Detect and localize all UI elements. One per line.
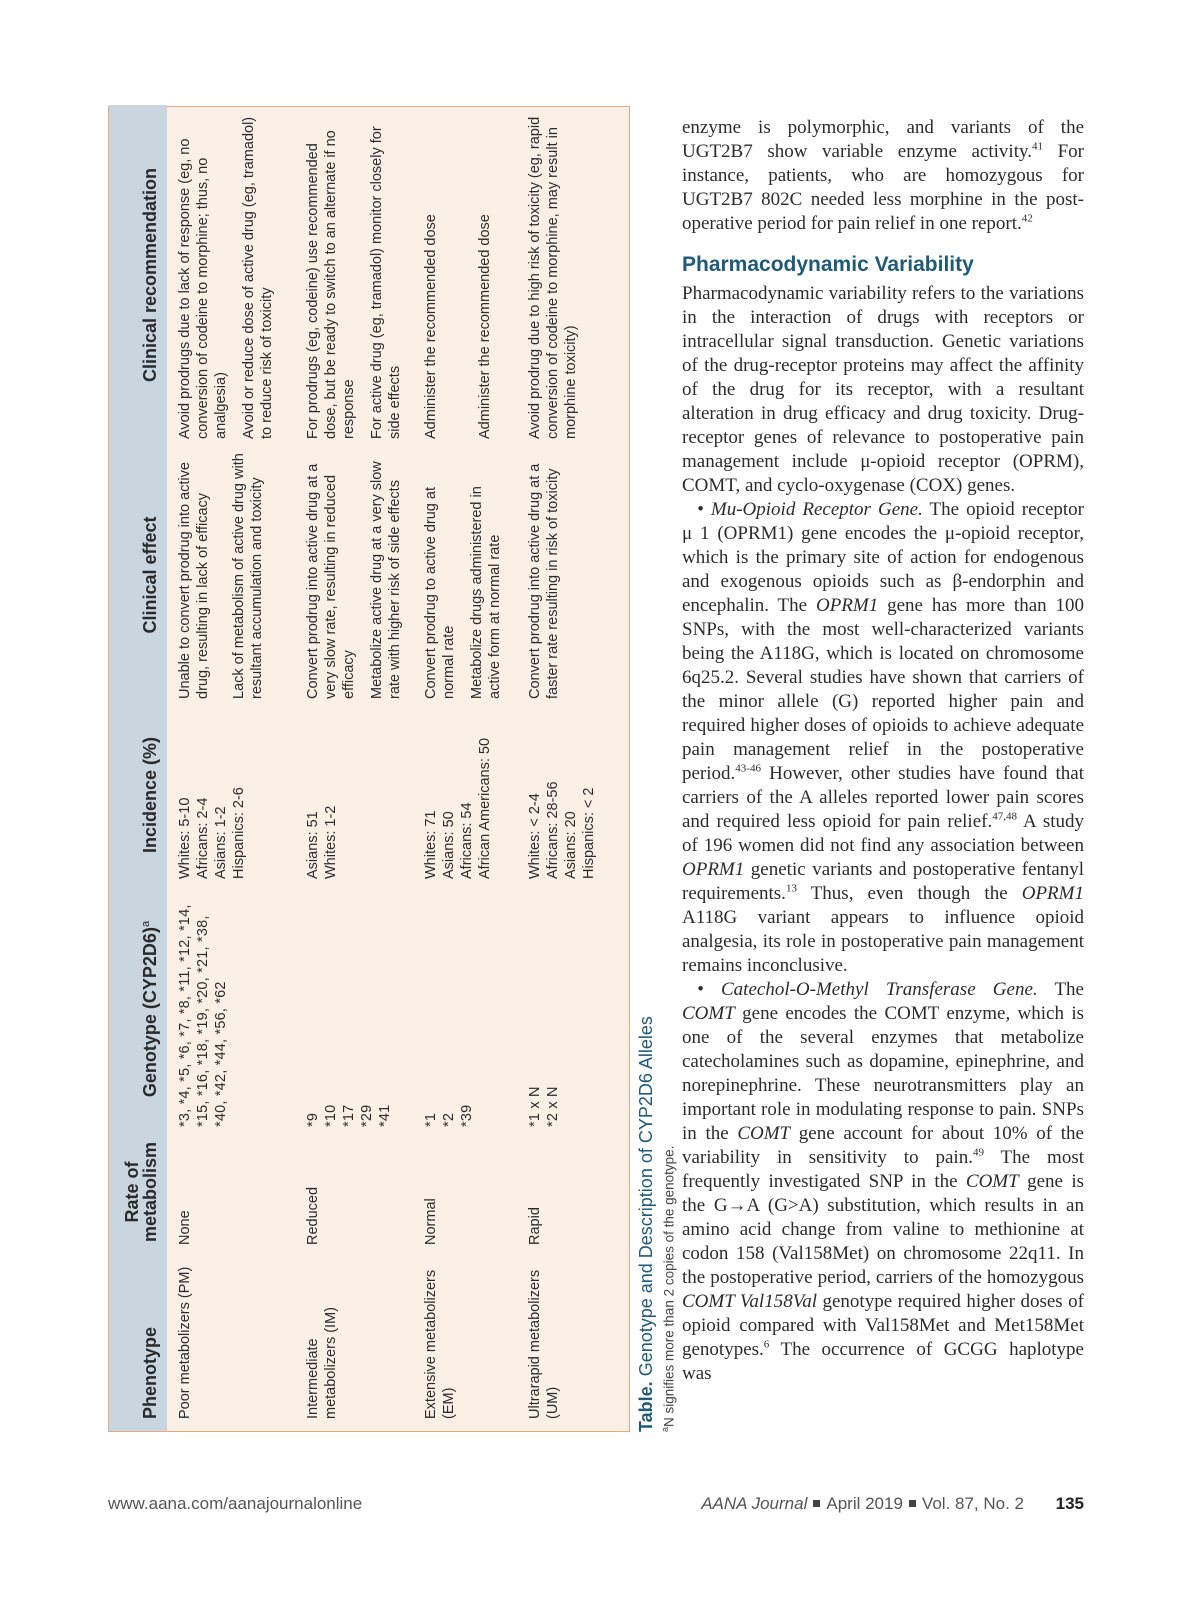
recommendation-cell — [517, 105, 627, 445]
incidence-line: Hispanics: < 2 — [581, 787, 597, 879]
recommendation-line: Avoid or reduce dose of active drug (eg, tramadol) to reduce risk of toxicity — [241, 116, 275, 439]
incidence-line: Whites: 1-2 — [323, 805, 339, 879]
bullet-paragraph: • Mu-Opioid Receptor Gene. The opioid receptor μ 1 (OPRM1) gene encodes the μ-opioid receptor, which is the primary site of action for endogenous and exogenous opioids such as β-endorphin and encephalin. The OPRM1 gene has more than 100 SNPs, with the most well-characterized variants being the A118G, which is located on chromosome 6q25.2. Several studies have shown that carriers of the minor allele (G) reported higher pain and required higher doses of opioids to achieve adequate pain management relief in the postoperative period.$^{43-46}$ However, other studies have found that carriers of the A alleles reported lower pain scores and required less opioid for pain relief.$^{47,48}$ A study of 196 women did not find any association between OPRM1 genetic variants and postoperative fentanyl requirements.$^{13}$ Thus, even though the OPRM1 A118G variant appears to influence opioid analgesia, its role in postoperative pain management remains inconclusive. — [682, 499, 1084, 976]
text: A study of 196 women did not find any association between — [682, 811, 1084, 856]
rate-cell: None — [177, 1210, 193, 1245]
text: A118G variant appears to influence opioid analgesia, its role in postoperative pain management remains inconclusive. — [682, 907, 1084, 976]
genotype-cell: *3, *4, *5, *6, *7, *8, *11, *12, *14, *15, *16, *18, *19, *20, *21, *38, *40, *42, *44, *56, *62 — [177, 904, 229, 1127]
effect-line: Metabolize drugs administered in active form at normal rate — [469, 486, 503, 699]
text: Thus, even though the — [796, 883, 1022, 904]
rate-cell: Reduced — [305, 1186, 321, 1245]
phenotype-cell: Intermediate metabolizers (IM) — [305, 1307, 339, 1419]
citation: 6 — [763, 1338, 770, 1351]
effect-cell — [295, 445, 413, 705]
effect-cell — [413, 445, 517, 705]
text: The most frequently investigated SNP in the — [682, 1147, 1084, 1192]
effect-line: Convert prodrug to active drug at normal rate — [423, 487, 457, 699]
citation: 13 — [785, 882, 797, 895]
recommendation-line: For prodrugs (eg, codeine) use recommended dose, but be ready to switch to an alternate if no response — [305, 130, 357, 439]
effect-line: Metabolize active drug at a very slow rate with higher risk of side effects — [369, 461, 403, 699]
effect-cell — [167, 445, 295, 705]
text: The occurrence of GCGG haplotype was — [682, 1339, 1084, 1384]
text: gene account for about 10% of the variability in sensitivity to pain. — [682, 1123, 1084, 1168]
text: The — [1037, 979, 1084, 1000]
incidence-line: Asians: 20 — [563, 811, 579, 879]
incidence-line: Asians: 51 — [305, 811, 321, 879]
gene-name: OPRM1 — [1021, 883, 1084, 904]
section-heading: Pharmacodynamic Variability — [682, 253, 974, 276]
text: For instance, patients, who are homozygous for UGT2B7 802C needed less morphine in the post-operative period for pain relief in one report. — [682, 141, 1084, 234]
paragraph — [682, 116, 1084, 236]
genotype-cell: *9 *10 *17 *29 *41 — [305, 1104, 393, 1127]
effect-line: Convert prodrug into active drug at a very slow rate, resulting in reduced efficacy — [305, 463, 357, 699]
bullet-title: Mu-Opioid Receptor Gene. — [710, 499, 923, 520]
recommendation-line: Avoid prodrug due to high risk of toxicity (eg, rapid conversion of codeine to morphine, may result in morphine toxicity) — [527, 116, 579, 439]
citation: 41 — [1031, 140, 1043, 153]
table-footnote — [656, 106, 679, 1432]
recommendation-cell — [167, 105, 295, 445]
separator-square-icon — [909, 1500, 916, 1507]
citation: 47,48 — [992, 810, 1017, 823]
phenotype-cell: Poor metabolizers (PM) — [177, 1266, 193, 1419]
separator-square-icon — [813, 1500, 820, 1507]
caption-title — [636, 106, 656, 1432]
incidence-line: African Americans: 50 — [477, 737, 493, 879]
gene-name: COMT — [965, 1171, 1019, 1192]
journal-name: AANA Journal — [701, 1494, 808, 1513]
text: enzyme is polymorphic, and variants of the UGT2B7 show variable enzyme activity. — [682, 117, 1084, 162]
citation: 43-46 — [735, 762, 761, 775]
col-header-genotype — [109, 885, 167, 1133]
text: However, other studies have found that carriers of the A alleles reported lower pain scores and required less opioid for pain relief. — [682, 763, 1084, 832]
rotated-table-region — [108, 106, 677, 1432]
rate-cell: Normal — [423, 1198, 439, 1245]
bullet-title: Catechol-O-Methyl Transferase Gene. — [721, 979, 1038, 1000]
text: gene has more than 100 SNPs, with the most well-characterized variants being the A118G, which is located on chromosome 6q25.2. Several studies have shown that carriers of the minor allele (G) reported higher pain and required higher doses of opioids to achieve adequate pain management relief in the postoperative period. — [682, 595, 1084, 784]
effect-line: Unable to convert prodrug into active drug, resulting in lack of efficacy — [177, 462, 211, 699]
incidence-line: Whites: 71 — [423, 810, 439, 879]
table-row — [517, 105, 627, 1431]
table-row — [295, 105, 413, 1431]
journal-citation — [701, 1494, 1024, 1514]
genotype-cell: *1 x N *2 x N — [527, 1086, 561, 1127]
issue-date: April 2019 — [826, 1494, 903, 1513]
gene-name: OPRM1 — [815, 595, 879, 616]
col-header-phenotype: Phenotype — [109, 1251, 167, 1431]
incidence-line: Whites: 5-10 — [177, 797, 193, 879]
incidence-line: Africans: 28-56 — [545, 781, 561, 879]
incidence-line: Africans: 2-4 — [195, 797, 211, 879]
text: genetic variants and postoperative fentanyl requirements. — [682, 859, 1084, 904]
recommendation-line: For active drug (eg, tramadol) monitor closely for side effects — [369, 126, 403, 439]
recommendation-cell — [295, 105, 413, 445]
table-caption — [636, 106, 679, 1432]
footnote-text: N signifies more than 2 copies of the genotype. — [661, 1145, 677, 1427]
page-number: 135 — [1055, 1494, 1084, 1513]
incidence-cell — [517, 705, 627, 885]
incidence-line: Asians: 50 — [441, 811, 457, 879]
citation: 42 — [1021, 212, 1033, 225]
recommendation-line: Avoid prodrugs due to lack of response (eg, no conversion of codeine to morphine; thus, no analgesia) — [177, 138, 229, 439]
effect-line: Lack of metabolism of active drug with resultant accumulation and toxicity — [231, 453, 265, 699]
volume-number: Vol. 87, No. 2 — [921, 1494, 1024, 1513]
bullet-paragraph: • Catechol-O-Methyl Transferase Gene. The COMT gene encodes the COMT enzyme, which is one of the several enzymes that metabolize catecholamines such as dopamine, epinephrine, and norepinephrine. These neurotransmitters play an important role in modulating response to pain. SNPs in the COMT gene account for about 10% of the variability in sensitivity to pain.$^{49}$ The most frequently investigated SNP in the COMT gene is the G→A (G>A) substitution, which results in an amino acid change from valine to methionine at codon 158 (Val158Met) on chromosome 22q11. In the postoperative period, carriers of the homozygous COMT Val158Val genotype required higher doses of opioid compared with Val158Met and Met158Met genotypes.$^6$ The occurrence of GCGG haplotype was — [682, 979, 1084, 1384]
incidence-cell — [413, 705, 517, 885]
incidence-line: Asians: 1-2 — [213, 806, 229, 879]
gene-name: COMT Val158Val — [682, 1291, 817, 1312]
text: gene is the G→A (G>A) substitution, which results in an amino acid change from valine to methionine at codon 158 (Val158Met) on chromosome 22q11. In the postoperative period, carriers of the homozygous — [682, 1171, 1084, 1288]
caption-label: Table. — [636, 1381, 656, 1432]
recommendation-line: Administer the recommended dose — [423, 214, 439, 439]
page-footer — [108, 1494, 1084, 1516]
incidence-cell — [167, 705, 295, 885]
col-header-incidence: Incidence (%) — [109, 705, 167, 885]
effect-cell — [517, 445, 627, 705]
table-row — [167, 105, 295, 1431]
gene-name: COMT — [737, 1123, 791, 1144]
incidence-line: Whites: < 2-4 — [527, 793, 543, 879]
recommendation-line: Administer the recommended dose — [477, 214, 493, 439]
genotype-header-sup: a — [140, 920, 152, 928]
citation: 49 — [972, 1146, 984, 1159]
text: The opioid receptor μ 1 (OPRM1) gene encodes the μ-opioid receptor, which is the primary site of action for endogenous and exogenous opioids such as β-endorphin and encephalin. The — [682, 499, 1084, 616]
incidence-line: Africans: 54 — [459, 802, 475, 879]
table-header-row — [109, 105, 167, 1431]
col-header-recommendation: Clinical recommendation — [109, 105, 167, 445]
text: gene encodes the COMT enzyme, which is one of the several enzymes that metabolize catecholamines such as dopamine, epinephrine, and norepinephrine. These neurotransmitters play an important role in modulating response to pain. SNPs in the — [682, 1003, 1084, 1144]
gene-name: OPRM1 — [682, 859, 745, 880]
phenotype-cell: Extensive metabolizers (EM) — [423, 1269, 457, 1419]
incidence-line: Hispanics: 2-6 — [231, 787, 247, 879]
article-column — [682, 116, 1084, 1386]
genotype-cell: *1 *2 *39 — [423, 1104, 475, 1127]
phenotype-cell: Ultrarapid metabolizers (UM) — [527, 1269, 561, 1419]
paragraph: Pharmacodynamic variability refers to the variations in the interaction of drugs with receptors or intracellular signal transduction. Genetic variations of the drug-receptor proteins may affect the affinity of the drug for its receptor, with a resultant alteration in drug efficacy and drug toxicity. Drug-receptor genes of relevance to postoperative pain management include μ-opioid receptor (OPRM), COMT, and cyclo-oxygenase (COX) genes. — [682, 283, 1084, 496]
recommendation-cell — [413, 105, 517, 445]
cyp2d6-table — [108, 106, 630, 1432]
journal-url[interactable]: www.aana.com/aanajournalonline — [108, 1494, 363, 1513]
genotype-header-label: Genotype (CYP2D6) — [140, 927, 160, 1098]
rate-cell: Rapid — [527, 1207, 543, 1245]
effect-line: Convert prodrug into active drug at a faster rate resulting in risk of toxicity — [527, 463, 561, 699]
col-header-effect: Clinical effect — [109, 445, 167, 705]
text: genotype required higher doses of opioid compared with Val158Met and Met158Met genotypes. — [682, 1291, 1084, 1360]
col-header-rate: Rate of metabolism — [109, 1133, 167, 1251]
incidence-cell — [295, 705, 413, 885]
gene-name: COMT — [682, 1003, 735, 1024]
table-row — [413, 105, 517, 1431]
footnote-sup: a — [660, 1426, 670, 1432]
caption-text: Genotype and Description of CYP2D6 Alleles — [636, 1016, 656, 1377]
